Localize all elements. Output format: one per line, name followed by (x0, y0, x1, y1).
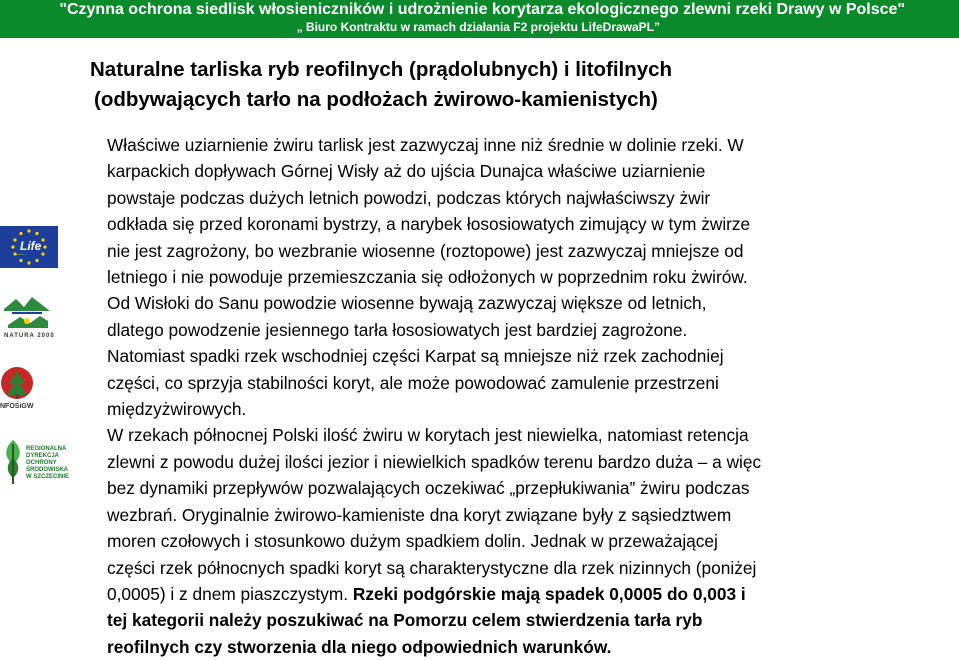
body-line: karpackich dopływach Górnej Wisły aż do ujścia Dunajca właściwe uziarnienie (107, 161, 706, 182)
slide-title (90, 55, 930, 115)
body-line: moren czołowych i stosunkowo dużym spadkiem dolin. Jednak w przeważającej (107, 531, 718, 552)
natura-2000-text: NATURA 2000 (4, 333, 55, 339)
nfosigw-text: NFOŚiGW (0, 403, 34, 410)
eu-life-text: Life (20, 239, 42, 253)
body-line: wezbrań. Oryginalnie żwirowo-kamieniste dna koryt związane były z sąsiedztwem (107, 504, 732, 525)
body-line: części rzek północnych spadki koryt są charakterystyczne dla rzek nizinnych (poniżej (107, 557, 757, 578)
body-line: zlewni z powodu dużej ilości jezior i niewielkich spadków terenu bardzo duża – a więc (107, 451, 762, 472)
body-line: W rzekach północnej Polski ilość żwiru w korytach jest niewielka, natomiast retencja (107, 425, 749, 446)
body-line: części, co sprzyja stabilności koryt, ale może powodować zamulenie przestrzeni (107, 372, 719, 393)
project-title: "Czynna ochrona siedlisk włosieniczników i udrożnienie korytarza ekologicznego zlewni rzeki Drawy w Polsce" (59, 1, 905, 18)
body-line: Właściwe uziarnienie żwiru tarlisk jest zazwyczaj inne niż średnie w dolinie rzeki. W (107, 135, 744, 155)
body-line-mixed (107, 581, 907, 607)
body-line: Od Wisłoki do Sanu powodzie wiosenne bywają zazwyczaj większe od letnich, (107, 293, 707, 314)
rdos-line: OCHRONY (26, 460, 57, 466)
rdos-szczecin-logo (2, 436, 69, 486)
rdos-line: ŚRODOWISKA (26, 467, 68, 473)
project-subtitle: „ Biuro Kontraktu w ramach działania F2 projektu LifeDrawaPL” (296, 20, 660, 34)
natura-2000-logo (2, 295, 55, 341)
body-line-bold-part: Rzeki podgórskie mają spadek 0,0005 do 0,003 i (352, 583, 746, 604)
eu-life-logo (0, 226, 58, 268)
header-banner (0, 0, 959, 38)
body-line: nie jest zagrożony, bo wezbranie wiosenne (roztopowe) jest zazwyczaj mniejsze od (107, 240, 744, 261)
rdos-line: REGIONALNA (26, 446, 67, 452)
nfosigw-icon (0, 366, 34, 402)
nfosigw-logo (0, 366, 34, 411)
title-line-1: Naturalne tarliska ryb reofilnych (prądolubnych) i litofilnych (90, 58, 673, 81)
leaf-tree-icon (2, 436, 24, 486)
body-line: letniego i nie powoduje przemieszczania się odłożonych w poprzednim roku żwirów. (107, 267, 748, 288)
body-line: Natomiast spadki rzek wschodniej części Karpat są mniejsze niż rzek zachodniej (107, 346, 724, 367)
body-line: bez dynamiki przepływów pozwalających oczekiwać „przepłukiwania” żwiru podczas (107, 478, 750, 499)
body-line: powstaje podczas dużych letnich powodzi, podczas których najwłaściwszy żwir (107, 187, 711, 208)
rdos-line: DYREKCJA (26, 453, 60, 459)
body-line-bold: reofilnych czy stworzenia dla niego odpowiednich warunków. (107, 636, 612, 657)
body-line: międzyżwirowych. (107, 399, 247, 420)
body-line-bold: tej kategorii należy poszukiwać na Pomorzu celem stwierdzenia tarła ryb (107, 610, 703, 631)
body-text (107, 132, 907, 660)
title-line-2: (odbywających tarło na podłożach żwirowo-kamienistych) (94, 88, 658, 111)
natura-2000-icon (2, 295, 52, 333)
body-line-regular-part: 0,0005) i z dnem piaszczystym. (107, 583, 353, 604)
body-line: odkłada się przed koronami bystrzy, a narybek łososiowatych zimujący w tym żwirze (107, 214, 751, 235)
body-line: dlatego powodzenie jesiennego tarła łososiowatych jest bardziej zagrożone. (107, 319, 688, 340)
rdos-line: W SZCZECINIE (26, 474, 69, 480)
